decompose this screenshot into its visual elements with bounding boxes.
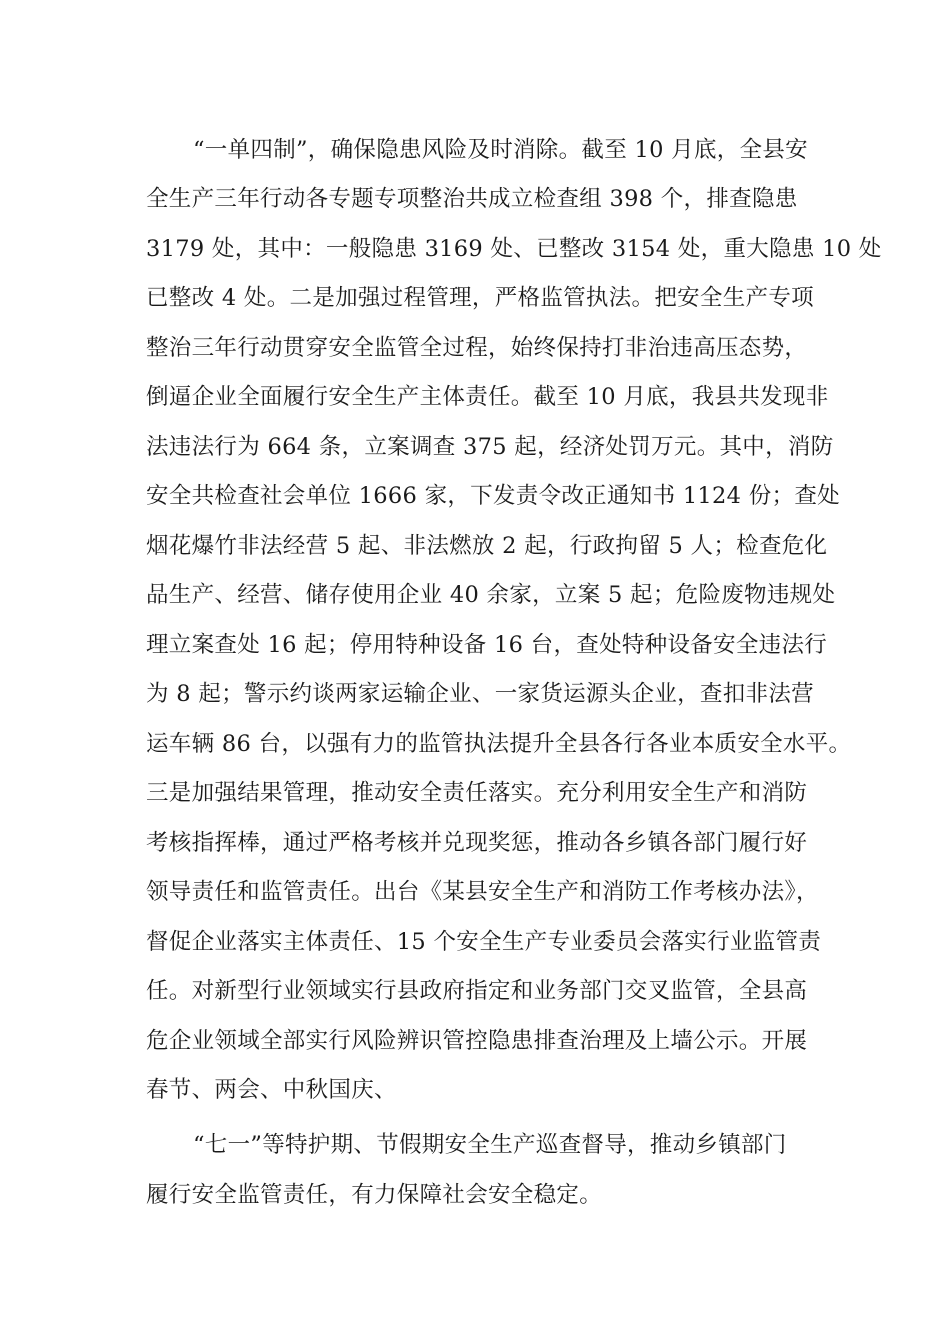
paragraph-line: 领导责任和监管责任。出台《某县安全生产和消防工作考核办法》， xyxy=(146,879,819,905)
paragraph-line: 整治三年行动贯穿安全监管全过程，始终保持打非治违高压态势， xyxy=(146,335,808,361)
paragraph-line: 运车辆 86 台，以强有力的监管执法提升全县各行各业本质安全水平。 xyxy=(146,731,852,757)
paragraph-line: 危企业领域全部实行风险辨识管控隐患排查治理及上墙公示。开展 xyxy=(146,1028,808,1054)
paragraph-line: “一单四制”，确保隐患风险及时消除。截至 10 月底，全县安 xyxy=(193,137,808,163)
paragraph-line: 理立案查处 16 起；停用特种设备 16 台，查处特种设备安全违法行 xyxy=(146,632,828,658)
paragraph-line: 考核指挥棒，通过严格考核并兑现奖惩，推动各乡镇各部门履行好 xyxy=(146,830,808,856)
paragraph-line: 任。对新型行业领域实行县政府指定和业务部门交叉监管，全县高 xyxy=(146,978,808,1004)
paragraph-line: “七一”等特护期、节假期安全生产巡查督导，推动乡镇部门 xyxy=(193,1132,787,1158)
paragraph-line: 全生产三年行动各专题专项整治共成立检查组 398 个，排查隐患 xyxy=(146,186,798,212)
paragraph-line: 督促企业落实主体责任、15 个安全生产专业委员会落实行业监管责 xyxy=(146,929,822,955)
paragraph-line: 为 8 起；警示约谈两家运输企业、一家货运源头企业，查扣非法营 xyxy=(146,681,814,707)
paragraph-line: 三是加强结果管理，推动安全责任落实。充分利用安全生产和消防 xyxy=(146,780,808,806)
paragraph-line: 法违法行为 664 条，立案调查 375 起，经济处罚万元。其中，消防 xyxy=(146,434,834,460)
paragraph-line: 倒逼企业全面履行安全生产主体责任。截至 10 月底，我县共发现非 xyxy=(146,384,829,410)
paragraph-line: 履行安全监管责任，有力保障社会安全稳定。 xyxy=(146,1182,603,1208)
paragraph-line: 烟花爆竹非法经营 5 起、非法燃放 2 起，行政拘留 5 人；检查危化 xyxy=(146,533,828,559)
paragraph-line: 安全共检查社会单位 1666 家，下发责令改正通知书 1124 份；查处 xyxy=(146,483,840,509)
paragraph-line: 已整改 4 处。二是加强过程管理，严格监管执法。把安全生产专项 xyxy=(146,285,814,311)
paragraph-line: 春节、两会、中秋国庆、 xyxy=(146,1077,397,1103)
paragraph-line: 品生产、经营、储存使用企业 40 余家，立案 5 起；危险废物违规处 xyxy=(146,582,836,608)
paragraph-line: 3179 处，其中：一般隐患 3169 处、已整改 3154 处，重大隐患 10 处 xyxy=(146,236,882,262)
